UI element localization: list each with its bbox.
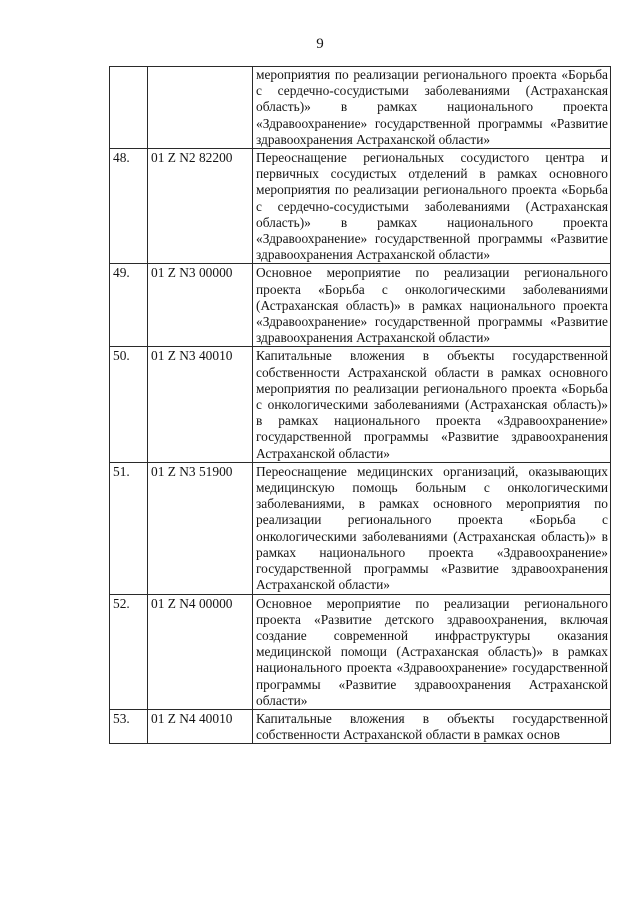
expense-name-cell: Основное мероприятие по реализации регионального проекта «Борьба с онкологическими заболеваниями (Астраханская область)» в рамках национального проекта «Здравоохранение» государственной программы «Развитие здравоохранения Астраханской области» bbox=[253, 264, 611, 347]
budget-classification-table bbox=[109, 66, 611, 744]
row-number-cell: 51. bbox=[110, 462, 148, 594]
budget-code-cell: 01 Z N4 40010 bbox=[148, 709, 253, 743]
table-row bbox=[110, 594, 611, 709]
table-row bbox=[110, 67, 611, 149]
budget-code-cell: 01 Z N2 82200 bbox=[148, 149, 253, 264]
budget-code-cell: 01 Z N3 51900 bbox=[148, 462, 253, 594]
budget-code-cell: 01 Z N3 40010 bbox=[148, 347, 253, 462]
expense-name-cell: Капитальные вложения в объекты государственной собственности Астраханской области в рамках основ bbox=[253, 709, 611, 743]
expense-name-cell: Основное мероприятие по реализации регионального проекта «Развитие детского здравоохранения, включая создание современной инфраструктуры оказания медицинской помощи (Астраханская область)» в рамках национального проекта «Здравоохранение» государственной программы «Развитие здравоохранения Астраханской области» bbox=[253, 594, 611, 709]
expense-name-cell: мероприятия по реализации регионального проекта «Борьба с сердечно-сосудистыми заболеваниями (Астраханская область)» в рамках национального проекта «Здравоохранение» государственной программы «Развитие здравоохранения Астраханской области» bbox=[253, 67, 611, 149]
budget-code-cell: 01 Z N3 00000 bbox=[148, 264, 253, 347]
row-number-cell: 53. bbox=[110, 709, 148, 743]
row-number-cell: 48. bbox=[110, 149, 148, 264]
table-row bbox=[110, 149, 611, 264]
expense-name-cell: Капитальные вложения в объекты государственной собственности Астраханской области в рамках основного мероприятия по реализации регионального проекта «Борьба с онкологическими заболеваниями (Астраханская область)» в рамках национального проекта «Здравоохранение» государственной программы «Развитие здравоохранения Астраханской области» bbox=[253, 347, 611, 462]
row-number-cell: 50. bbox=[110, 347, 148, 462]
table-row bbox=[110, 462, 611, 594]
page-number: 9 bbox=[316, 36, 324, 52]
table-row bbox=[110, 709, 611, 743]
table-row bbox=[110, 264, 611, 347]
budget-code-cell bbox=[148, 67, 253, 149]
expense-name-cell: Переоснащение региональных сосудистого центра и первичных сосудистых отделений в рамках основного мероприятия по реализации регионального проекта «Борьба с сердечно-сосудистыми заболеваниями (Астраханская область)» в рамках национального проекта «Здравоохранение» государственной программы «Развитие здравоохранения Астраханской области» bbox=[253, 149, 611, 264]
row-number-cell bbox=[110, 67, 148, 149]
expense-name-cell: Переоснащение медицинских организаций, оказывающих медицинскую помощь больным с онкологическими заболеваниями, в рамках основного мероприятия по реализации регионального проекта «Борьба с онкологическими заболеваниями (Астраханская область)» в рамках национального проекта «Здравоохранение» государственной программы «Развитие здравоохранения Астраханской области» bbox=[253, 462, 611, 594]
row-number-cell: 52. bbox=[110, 594, 148, 709]
table-row bbox=[110, 347, 611, 462]
row-number-cell: 49. bbox=[110, 264, 148, 347]
budget-code-cell: 01 Z N4 00000 bbox=[148, 594, 253, 709]
